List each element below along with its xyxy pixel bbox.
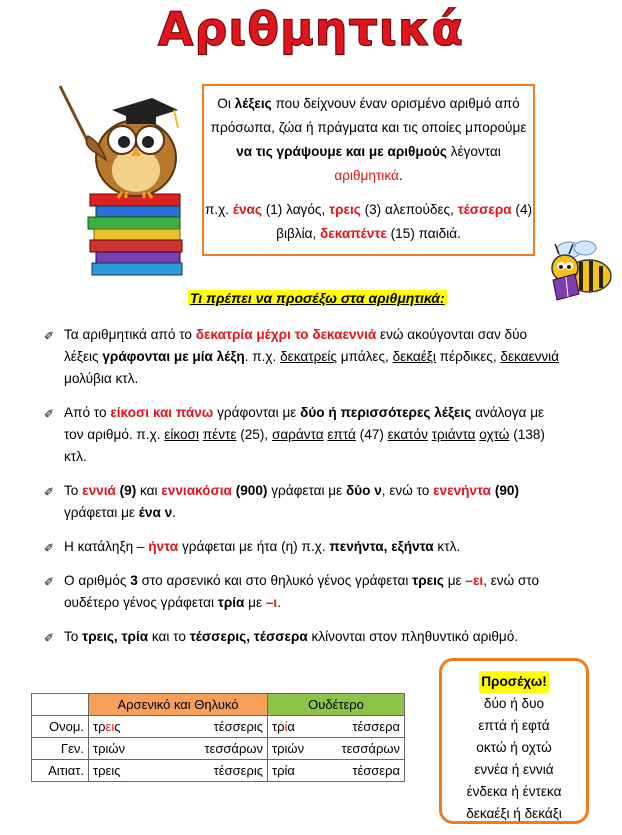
note-line: επτά ή εφτά [478, 718, 550, 733]
list-item [44, 536, 564, 558]
note-line: οκτώ ή οχτώ [476, 740, 552, 755]
note-heading: Προσέχω! [479, 671, 549, 693]
neuter-cell [268, 716, 405, 738]
form-three: τριών [93, 741, 126, 756]
rule-text: Η κατάληξη – ήντα γράφεται με ήτα (η) π.χ. πενήντα, εξήντα κτλ. [64, 539, 461, 554]
list-item [44, 402, 564, 468]
case-label: Αιτιατ. [32, 760, 89, 782]
pencil-icon: ✐ [44, 329, 55, 343]
neuter-header: Ουδέτερο [268, 694, 405, 716]
neuter-cell [268, 738, 405, 760]
note-line: δύο ή δυο [483, 696, 545, 711]
case-label: Ονομ. [32, 716, 89, 738]
form-four: τέσσερα [352, 719, 400, 734]
list-item [44, 324, 564, 390]
note-line: ένδεκα ή έντεκα [466, 784, 562, 799]
rules-list [44, 324, 564, 660]
owl-teacher-illustration [52, 76, 202, 276]
form-four: τέσσερα [352, 763, 400, 778]
pencil-icon: ✐ [44, 631, 55, 645]
table-row [32, 738, 405, 760]
pencil-icon: ✐ [44, 407, 55, 421]
note-box [439, 658, 589, 824]
page-title: Αριθμητικά [157, 2, 465, 56]
form-four: τεσσάρων [341, 741, 400, 756]
pencil-icon: ✐ [44, 541, 55, 555]
rule-text: Τα αριθμητικά από το δεκατρία μέχρι το δεκαεννιά ενώ ακούγονται σαν δύο λέξεις γράφονται με μία λέξη. π.χ. δεκατρείς μπάλες, δεκαέξι πέρδικες, δεκαεννιά μολύβια κτλ. [64, 327, 560, 386]
form-three: τρία [272, 719, 295, 734]
form-three: τρία [272, 763, 295, 778]
pencil-icon: ✐ [44, 575, 55, 589]
form-four: τέσσερις [213, 719, 263, 734]
table-row [32, 716, 405, 738]
form-three: τριών [272, 741, 305, 756]
neuter-cell [268, 760, 405, 782]
definition-box [202, 84, 535, 256]
declension-table [31, 693, 405, 782]
form-three: τρεις [93, 763, 121, 778]
rule-text: Το εννιά (9) και εννιακόσια (900) γράφεται με δύο ν, ενώ το ενενήντα (90) γράφεται με ένα ν. [64, 483, 519, 520]
bee-reading-illustration [545, 238, 617, 302]
rule-text: Ο αριθμός 3 στο αρσενικό και στο θηλυκό γένος γράφεται τρεις με –ει, ενώ στο ουδέτερο γένος γράφεται τρία με –ι. [64, 573, 540, 610]
definition-examples: π.χ. ένας (1) λαγός, τρεις (3) αλεπούδες, τέσσερα (4) βιβλία, δεκαπέντε (15) παιδιά. [204, 202, 533, 241]
table-corner-cell [32, 694, 89, 716]
table-header-row [32, 694, 405, 716]
table-row [32, 760, 405, 782]
form-four: τέσσερις [213, 763, 263, 778]
list-item [44, 626, 564, 648]
masc-fem-cell [89, 738, 268, 760]
rule-text: Από το είκοσι και πάνω γράφονται με δύο ή περισσότερες λέξεις ανάλογα με τον αριθμό. π.χ. είκοσι πέντε (25), σαράντα επτά (47) εκατόν τριάντα οχτώ (138) κτλ. [64, 405, 545, 464]
form-three: τρεις [93, 719, 121, 734]
list-item [44, 570, 564, 614]
list-item [44, 480, 564, 524]
note-line: δεκαέξι ή δεκάξι [466, 806, 562, 821]
masc-fem-cell [89, 716, 268, 738]
masc-fem-header: Αρσενικό και Θηλυκό [89, 694, 268, 716]
form-four: τεσσάρων [204, 741, 263, 756]
rule-text: Το τρεις, τρία και το τέσσερις, τέσσερα κλίνονται στον πληθυντικό αριθμό. [64, 629, 519, 644]
case-label: Γεν. [32, 738, 89, 760]
definition-text: Οι λέξεις που δείχνουν έναν ορισμένο αριθμό από πρόσωπα, ζώα ή πράγματα και τις οποίες μπορούμε να τις γράψουμε και με αριθμούς λέγονται αριθμητικά. [210, 96, 527, 183]
note-line: εννέα ή εννιά [474, 762, 554, 777]
section-heading: Τι πρέπει να προσέξω στα αριθμητικά: [190, 290, 445, 306]
masc-fem-cell [89, 760, 268, 782]
pencil-icon: ✐ [44, 485, 55, 499]
